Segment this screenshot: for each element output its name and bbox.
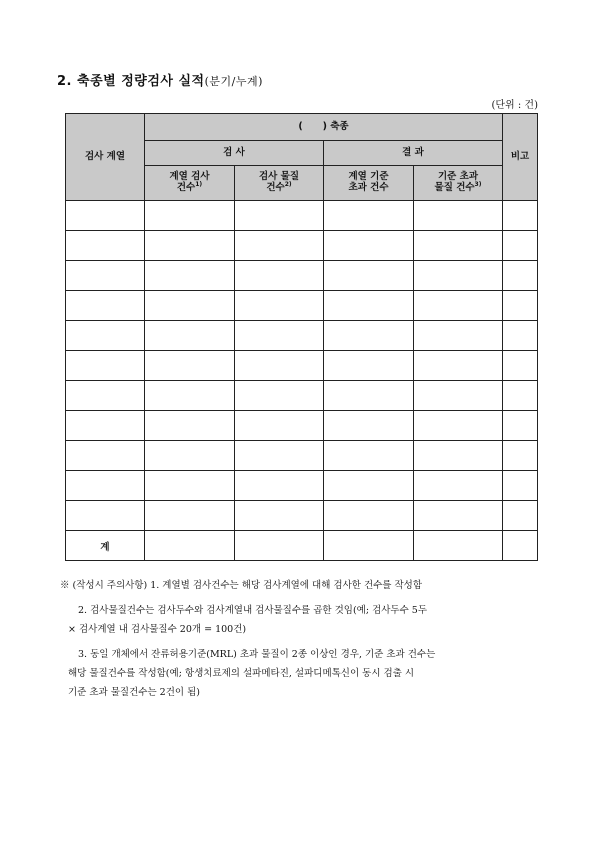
table-cell[interactable] bbox=[414, 441, 503, 471]
inspection-table bbox=[65, 113, 538, 561]
table-row bbox=[66, 471, 538, 501]
header-remark: 비고 bbox=[503, 114, 538, 201]
table-row bbox=[66, 321, 538, 351]
table-cell[interactable] bbox=[503, 501, 538, 531]
header-series-count bbox=[145, 166, 235, 201]
table-cell[interactable] bbox=[414, 261, 503, 291]
table-cell[interactable] bbox=[414, 351, 503, 381]
table-cell[interactable] bbox=[324, 321, 414, 351]
table-cell[interactable] bbox=[145, 441, 235, 471]
note-3-line1: 3. 동일 개체에서 잔류허용기준(MRL) 초과 물질이 2종 이상인 경우, 기준 초과 건수는 bbox=[78, 649, 436, 660]
table-cell[interactable] bbox=[503, 411, 538, 441]
footnote-mark-1: 1) bbox=[195, 181, 203, 189]
header-series-exceed-line1: 계열 기준 bbox=[348, 171, 389, 183]
table-cell[interactable] bbox=[324, 441, 414, 471]
table-cell[interactable] bbox=[503, 291, 538, 321]
table-cell[interactable] bbox=[414, 381, 503, 411]
table-cell[interactable] bbox=[66, 471, 145, 501]
table-cell[interactable] bbox=[145, 321, 235, 351]
table-cell[interactable] bbox=[235, 441, 324, 471]
table-cell[interactable] bbox=[66, 351, 145, 381]
header-group-result: 결 과 bbox=[324, 141, 503, 166]
note-3-line3: 기준 초과 물질건수는 2건이 됨) bbox=[68, 687, 200, 698]
table-cell[interactable] bbox=[66, 441, 145, 471]
table-cell[interactable] bbox=[414, 471, 503, 501]
table-cell[interactable] bbox=[66, 381, 145, 411]
table-cell[interactable] bbox=[235, 381, 324, 411]
table-cell[interactable] bbox=[503, 231, 538, 261]
table-cell[interactable] bbox=[235, 261, 324, 291]
table-cell[interactable] bbox=[235, 471, 324, 501]
header-exceed-substance-line1: 기준 초과 bbox=[438, 170, 479, 182]
note-3-line2: 해당 물질건수를 작성함(예; 항생치료제의 설파메타진, 설파디메톡신이 동시 검출 시 bbox=[68, 668, 415, 679]
table-cell[interactable] bbox=[414, 201, 503, 231]
table-cell[interactable] bbox=[414, 501, 503, 531]
footnote-mark-3: 3) bbox=[474, 181, 482, 189]
header-series-exceed bbox=[324, 166, 414, 201]
table-cell[interactable] bbox=[235, 531, 324, 561]
table-cell[interactable] bbox=[324, 201, 414, 231]
header-substance-count-line2: 건수 bbox=[266, 182, 285, 194]
section-title-sub: (분기/누계) bbox=[204, 75, 263, 88]
table-cell[interactable] bbox=[503, 201, 538, 231]
table-cell[interactable] bbox=[66, 291, 145, 321]
header-substance-count bbox=[235, 166, 324, 201]
table-cell[interactable] bbox=[414, 291, 503, 321]
header-series-count-line1: 계열 검사 bbox=[169, 170, 210, 182]
table-cell[interactable] bbox=[503, 471, 538, 501]
table-cell[interactable] bbox=[324, 351, 414, 381]
table-cell[interactable] bbox=[145, 471, 235, 501]
table-cell[interactable] bbox=[235, 201, 324, 231]
table-cell[interactable] bbox=[235, 231, 324, 261]
table-cell[interactable] bbox=[503, 531, 538, 561]
footnote-mark-2: 2) bbox=[284, 181, 292, 189]
table-cell[interactable] bbox=[145, 381, 235, 411]
table-cell[interactable] bbox=[235, 501, 324, 531]
unit-label: (단위 : 건) bbox=[491, 100, 538, 111]
table-cell[interactable] bbox=[503, 261, 538, 291]
header-series-exceed-line2: 초과 건수 bbox=[348, 182, 389, 193]
table-cell[interactable] bbox=[66, 501, 145, 531]
header-exam-series: 검사 계열 bbox=[66, 114, 145, 201]
table-cell[interactable] bbox=[145, 291, 235, 321]
table-row bbox=[66, 291, 538, 321]
table-cell[interactable] bbox=[145, 411, 235, 441]
table-cell[interactable] bbox=[503, 351, 538, 381]
notes-block bbox=[60, 576, 542, 702]
table-cell[interactable] bbox=[503, 321, 538, 351]
table-cell[interactable] bbox=[503, 381, 538, 411]
table-cell[interactable] bbox=[324, 261, 414, 291]
table-row bbox=[66, 231, 538, 261]
header-exceed-substance-line2: 물질 건수 bbox=[434, 182, 475, 194]
table-cell[interactable] bbox=[66, 411, 145, 441]
table-cell[interactable] bbox=[145, 201, 235, 231]
table-row bbox=[66, 351, 538, 381]
note-2-line1: 2. 검사물질건수는 검사두수와 검사계열내 검사물질수를 곱한 것임(예; 검사두수 5두 bbox=[78, 605, 428, 616]
table-cell[interactable] bbox=[324, 531, 414, 561]
table-cell[interactable] bbox=[66, 231, 145, 261]
header-species: ( ) 축종 bbox=[145, 114, 503, 141]
note-2-line2: × 검사계열 내 검사물질수 20개 = 100건) bbox=[68, 624, 247, 635]
table-row bbox=[66, 411, 538, 441]
table-row bbox=[66, 261, 538, 291]
table-cell[interactable] bbox=[324, 231, 414, 261]
table-cell[interactable] bbox=[324, 411, 414, 441]
header-exceed-substance bbox=[414, 166, 503, 201]
table-cell[interactable] bbox=[235, 321, 324, 351]
section-title bbox=[57, 70, 263, 89]
table-cell[interactable] bbox=[145, 231, 235, 261]
table-cell[interactable] bbox=[145, 531, 235, 561]
section-title-main: 2. 축종별 정량검사 실적 bbox=[57, 74, 205, 89]
note-1: ※ (작성시 주의사항) 1. 계열별 검사건수는 해당 검사계열에 대해 검사한 건수를 작성함 bbox=[60, 580, 423, 591]
table-cell[interactable] bbox=[235, 411, 324, 441]
table-cell[interactable] bbox=[66, 201, 145, 231]
table-cell[interactable] bbox=[324, 381, 414, 411]
table-cell[interactable] bbox=[145, 501, 235, 531]
table-cell[interactable] bbox=[414, 531, 503, 561]
table-cell[interactable] bbox=[324, 501, 414, 531]
table-row bbox=[66, 201, 538, 231]
table-cell[interactable] bbox=[145, 261, 235, 291]
table-cell[interactable] bbox=[414, 231, 503, 261]
table-row bbox=[66, 501, 538, 531]
table-cell[interactable] bbox=[66, 261, 145, 291]
table-cell[interactable] bbox=[145, 351, 235, 381]
table-cell[interactable] bbox=[235, 291, 324, 321]
table-cell[interactable] bbox=[235, 351, 324, 381]
table-cell[interactable] bbox=[503, 441, 538, 471]
header-group-exam: 검 사 bbox=[145, 141, 324, 166]
total-row bbox=[66, 531, 538, 561]
table-row bbox=[66, 381, 538, 411]
header-series-count-line2: 건수 bbox=[176, 182, 196, 194]
total-label: 계 bbox=[66, 531, 145, 561]
table-cell[interactable] bbox=[324, 471, 414, 501]
table-cell[interactable] bbox=[414, 321, 503, 351]
table-cell[interactable] bbox=[414, 411, 503, 441]
header-substance-count-line1: 검사 물질 bbox=[258, 170, 299, 182]
table-cell[interactable] bbox=[66, 321, 145, 351]
table-cell[interactable] bbox=[324, 291, 414, 321]
table-row bbox=[66, 441, 538, 471]
